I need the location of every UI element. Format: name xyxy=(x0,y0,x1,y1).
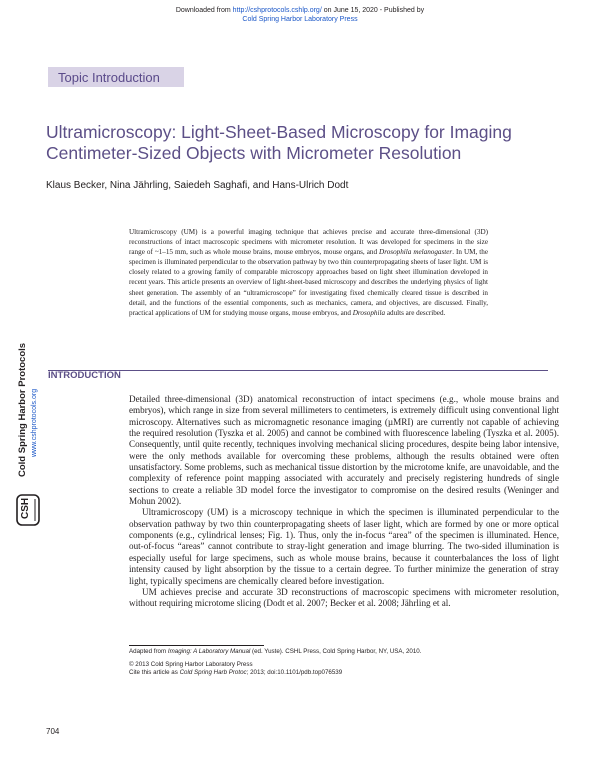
abstract-species-1: Drosophila melanogaster xyxy=(379,248,453,257)
body-paragraph-2: Ultramicroscopy (UM) is a microscopy technique in which the specimen is illuminated perpendicular to the observation pathway by two thin counterpropagating sheets of laser light, which are formed by one or more optical components (e.g., cylindrical lenses; Fig. 1). Thus, only the in-focus “area” of the specimen is illuminated. Hence, out-of-focus “areas” cannot contribute to stray-light generation and image blurring. The two-sided illumination is especially useful for large specimens, such as whole mouse brains, because it counterbalances the loss of light intensity caused by light absorption by the tissue to a certain degree. To further minimize the generation of stray light, typically specimens are chemically cleared before investigation. xyxy=(129,507,559,586)
download-suffix: on June 15, 2020 - Published by xyxy=(321,7,425,14)
abstract-text-1: Ultramicroscopy (UM) is a powerful imaging technique that achieves precise and accurate three-dimensional (3D) reconstructions of intact macroscopic specimens with micrometer resolution. It was developed for specimens in the size range of ~1–15 mm, such as whole mouse brains, mouse embryos, mouse organs, and xyxy=(129,228,488,257)
csh-logo xyxy=(14,491,42,527)
footnote-cite-journal: Cold Spring Harb Protoc xyxy=(179,669,247,677)
body-paragraph-3: UM achieves precise and accurate 3D reconstructions of macroscopic specimens with micrometer resolution, without requiring microtome slicing (Dodt et al. 2007; Becker et al. 2008; Jährling et al. xyxy=(129,586,559,609)
footnote-cite-post: ; 2013; doi:10.1101/pdb.top076539 xyxy=(246,669,343,677)
footnote-adapted-post: (ed. Yuste). CSHL Press, Cold Spring Harbor, NY, USA, 2010. xyxy=(250,648,422,655)
topic-label-box xyxy=(48,67,184,87)
abstract-species-2: Drosophila xyxy=(352,308,386,317)
footnote xyxy=(129,648,559,678)
download-link[interactable]: http://cshprotocols.cshlp.org/ xyxy=(232,7,322,14)
footnote-cite-pre: Cite this article as xyxy=(129,669,180,677)
topic-label: Topic Introduction xyxy=(58,70,160,85)
download-notice xyxy=(0,6,600,24)
footnote-copyright: © 2013 Cold Spring Harbor Laboratory Press xyxy=(129,660,253,668)
csh-logo-text: CSH xyxy=(20,497,31,519)
article-title: Ultramicroscopy: Light-Sheet-Based Microscopy for Imaging Centimeter-Sized Objects with Micrometer Resolution xyxy=(46,122,512,163)
author-list: Klaus Becker, Nina Jährling, Saiedeh Saghafi, and Hans-Ulrich Dodt xyxy=(46,180,349,191)
footnote-book-title: Imaging: A Laboratory Manual xyxy=(167,648,251,655)
abstract xyxy=(129,227,488,318)
footnote-rule xyxy=(129,645,264,646)
journal-name: Cold Spring Harbor Protocols xyxy=(17,342,28,477)
journal-url[interactable]: www.cshprotocols.org xyxy=(31,388,38,457)
footnote-adapted-pre: Adapted from xyxy=(129,648,168,655)
abstract-text-2: . In UM, the specimen is illuminated perpendicular to the observation pathway by two thin counterpropagating sheets of laser light. UM is closely related to a growing family of comparable microscopy approaches based on light sheet illumination developed in recent years. This article presents an overview of light-sheet-based microscopy and describes the underlying physics of light sheet generation. The assembly of an “ultramicroscope” for investigating fixed chemically cleared tissue is described in detail, and the functions of the essential components, such as mechanics, camera, and objectives, are discussed. Finally, practical applications of UM for studying mouse organs, mouse embryos, and xyxy=(129,248,488,317)
body-text xyxy=(129,394,559,610)
publisher-link[interactable]: Cold Spring Harbor Laboratory Press xyxy=(242,16,358,23)
section-heading: INTRODUCTION xyxy=(48,370,121,381)
abstract-text-3: adults are described. xyxy=(385,308,446,317)
download-prefix: Downloaded from xyxy=(175,7,233,14)
page-number: 704 xyxy=(46,727,60,736)
section-rule xyxy=(48,370,548,371)
journal-sidebar xyxy=(14,292,44,527)
body-paragraph-1: Detailed three-dimensional (3D) anatomical reconstruction of intact specimens (e.g., whole mouse brains and embryos), which range in size from several millimeters to centimeters, is extremely difficult using conventional light microscopy. Alternatives such as micromagnetic resonance imaging (µMRI) are currently not capable of achieving the required resolution (Tyszka et al. 2005) and cannot be combined with fluorescence labeling (Tyszka et al. 2005). Consequently, until quite recently, techniques involving mechanical slicing procedures, despite being labor intensive, were the only methods available for overcoming these problems, although the results obtained were often unsatisfactory. Some problems, such as mechanical tissue distortion by the microtome knife, are unavoidable, and the complexity of reference point mapping associated with accurately and precisely registering hundreds of single sections to create a reliable 3D model force the investigator to compromise on the desired results (Weninger and Mohun 2002). xyxy=(129,394,559,507)
